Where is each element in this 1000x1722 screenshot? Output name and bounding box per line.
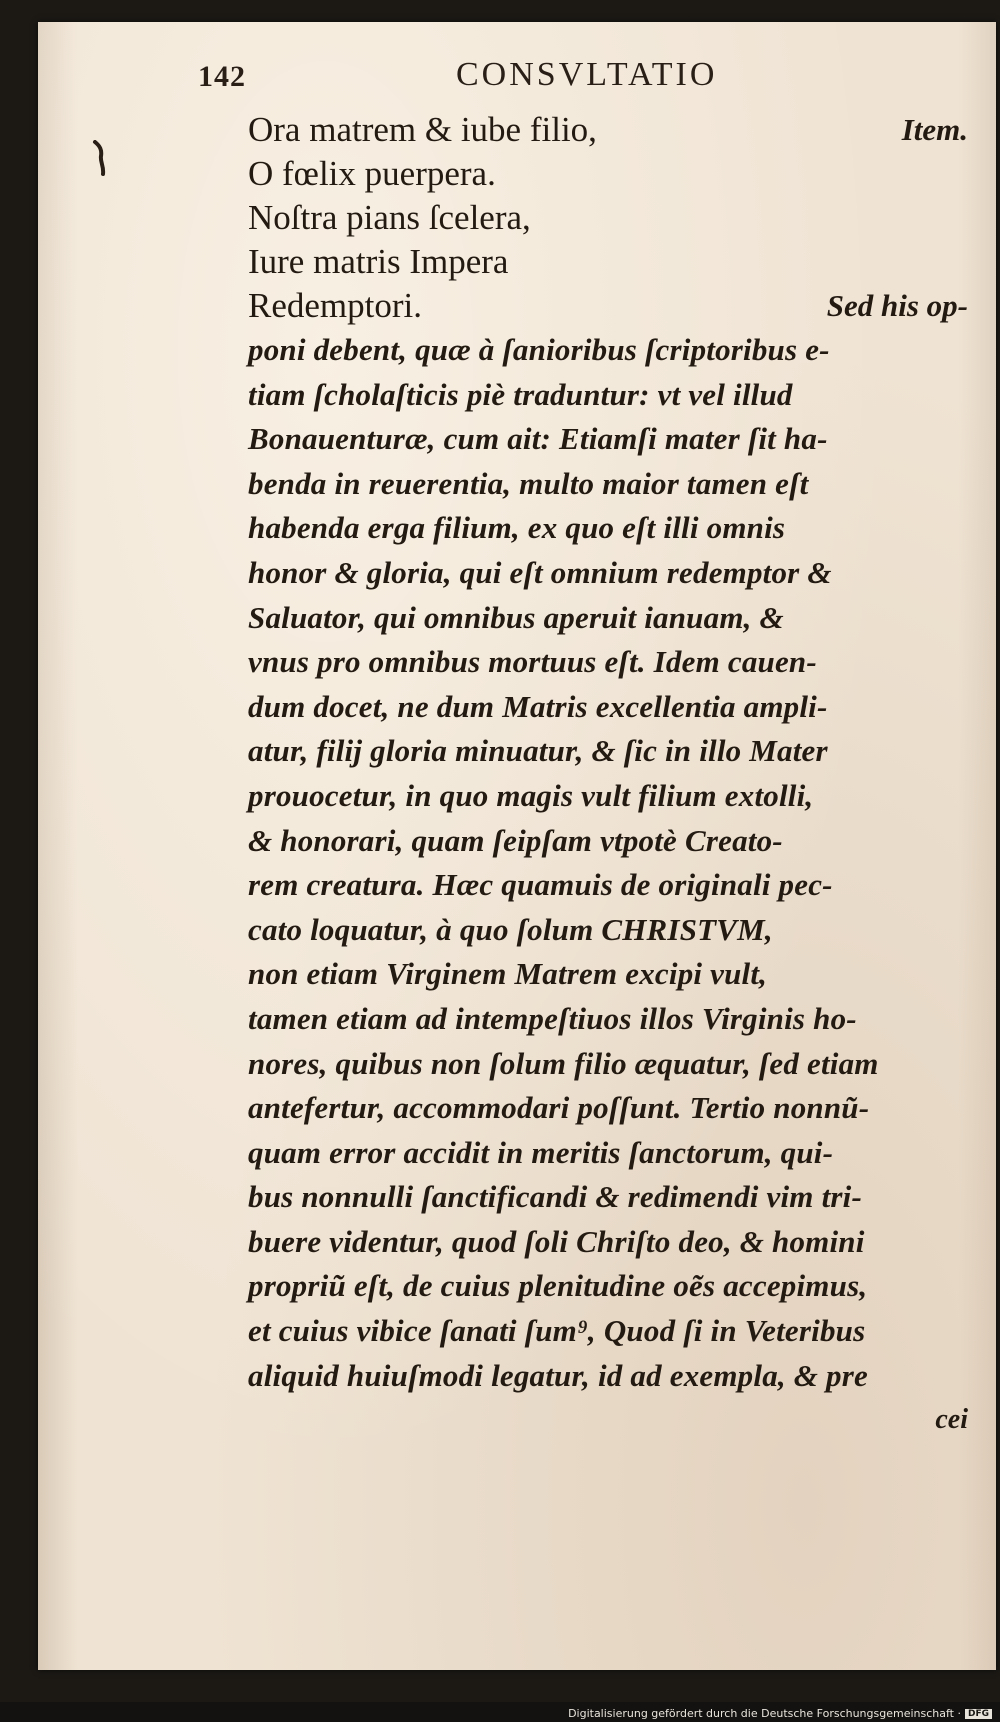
funding-credit-text: Digitalisierung gefördert durch die Deutsche Forschungsgemeinschaft ·: [568, 1707, 961, 1720]
verse-line: [248, 240, 968, 284]
pointing-mark-icon: [92, 140, 106, 176]
prose-line: tiam ſcholaſticis piè traduntur: vt vel illud: [248, 376, 793, 412]
prose-line: vnus pro omnibus mortuus eſt. Idem cauen-: [248, 644, 817, 680]
verse-text: Redemptori.: [248, 286, 422, 325]
dfg-logo: DFG: [965, 1709, 992, 1719]
prose-line: quam error accidit in meritis ſanctorum, qui-: [248, 1134, 834, 1170]
prose-line: buere videntur, quod ſoli Chriſto deo, & homini: [248, 1223, 865, 1259]
prose-line: atur, filij gloria minuatur, & ſic in illo Mater: [248, 733, 828, 769]
verse-text: Noſtra pians ſcelera,: [248, 198, 531, 237]
prose-line: dum docet, ne dum Matris excellentia ampli-: [248, 688, 828, 724]
prose-line: nores, quibus non ſolum filio æquatur, ſed etiam: [248, 1045, 879, 1081]
running-head: CONSVLTATIO: [456, 56, 718, 93]
body-text: [248, 108, 968, 1442]
verse-line: [248, 284, 968, 328]
prose-line: prouocetur, in quo magis vult filium extolli,: [248, 777, 814, 813]
catchword: cei: [935, 1404, 968, 1436]
verse-line: [248, 108, 968, 152]
prose-line: poni debent, quæ à ſanioribus ſcriptoribus e-: [248, 332, 830, 367]
verse-line: [248, 152, 968, 196]
prose-line: Bonauenturæ, cum ait: Etiamſi mater ſit ha-: [248, 421, 828, 457]
footer-bar: [0, 1702, 1000, 1722]
prose-line: propriũ eſt, de cuius plenitudine oẽs accepimus,: [248, 1268, 868, 1304]
prose-line: et cuius vibice ſanati ſum⁹, Quod ſi in Veteribus: [248, 1313, 866, 1349]
verse-line: [248, 196, 968, 240]
prose-line: Saluator, qui omnibus aperuit ianuam, &: [248, 599, 784, 635]
prose-line: non etiam Virginem Matrem excipi vult,: [248, 956, 768, 992]
prose-line: & honorari, quam ſeipſam vtpotè Creato-: [248, 822, 783, 858]
prose-line: rem creatura. Hæc quamuis de originali pec-: [248, 867, 833, 903]
prose-line: bus nonnulli ſanctificandi & redimendi vim tri-: [248, 1179, 862, 1215]
prose-line: aliquid huiuſmodi legatur, id ad exempla, & pre: [248, 1357, 868, 1393]
verse-right-note: Item.: [901, 112, 968, 147]
verse-text: Ora matrem & iube filio,: [248, 110, 597, 149]
prose-line: tamen etiam ad intempeſtiuos illos Virginis ho-: [248, 1000, 857, 1036]
prose-line: benda in reuerentia, multo maior tamen eſt: [248, 465, 809, 501]
prose-line: habenda erga filium, ex quo eſt illi omnis: [248, 510, 786, 546]
funding-credit: [568, 1707, 992, 1720]
verse-text: Iure matris Impera: [248, 242, 509, 281]
verse-text: O fœlix puerpera.: [248, 154, 496, 193]
prose-line: antefertur, accommodari poſſunt. Tertio nonnũ-: [248, 1090, 870, 1126]
prose-line: cato loquatur, à quo ſolum CHRISTVM,: [248, 911, 773, 947]
page-header: [198, 56, 898, 106]
verse-right-note: Sed his op-: [826, 288, 968, 323]
page-number: 142: [198, 60, 246, 93]
prose-line: honor & gloria, qui eſt omnium redemptor &: [248, 554, 832, 590]
